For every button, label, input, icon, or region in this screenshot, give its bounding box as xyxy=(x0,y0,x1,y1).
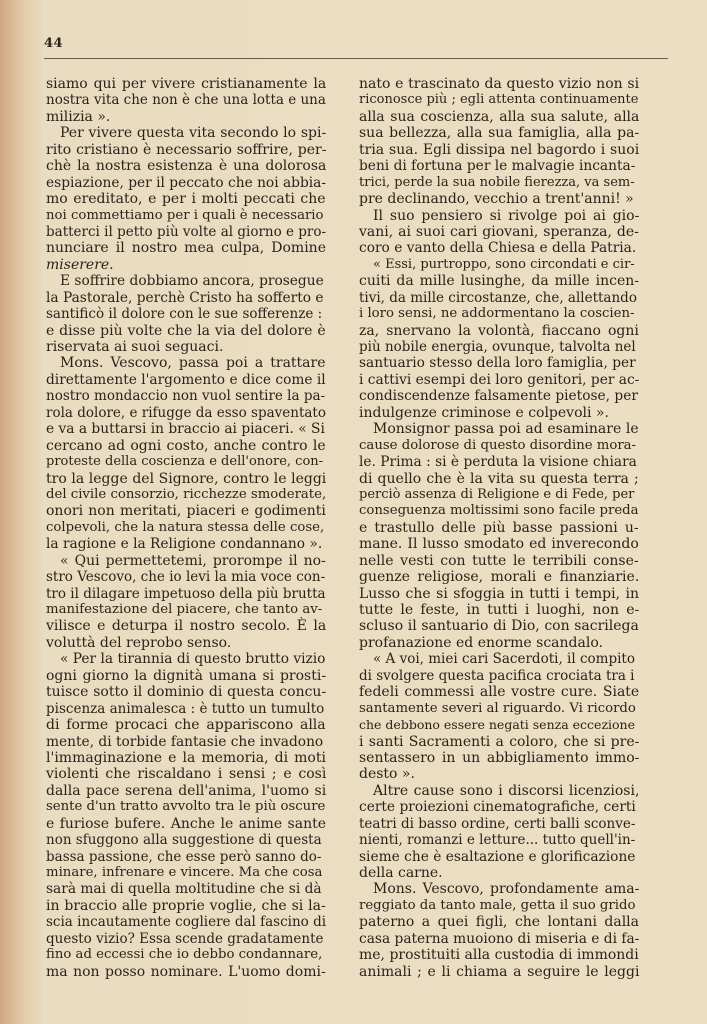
text-line: violenti che riscaldano i sensi ; e così xyxy=(46,766,327,783)
text-line: cause dolorose di questo disordine mora- xyxy=(359,437,637,453)
text-line: cuiti da mille lusinghe, da mille incen- xyxy=(359,273,639,290)
text-line: della carne. xyxy=(359,865,443,881)
text-line: tro il dilagare impetuoso della più brutta xyxy=(46,585,326,602)
text-line: del civile consorzio, ricchezze smoderate, xyxy=(46,486,327,502)
text-line: i santi Sacramenti a coloro, che si pre- xyxy=(359,733,640,750)
page-number: 44 xyxy=(44,36,64,51)
text-line: pre declinando, vecchio a trent'anni! » xyxy=(359,191,634,208)
text-line: desto ». xyxy=(359,766,415,783)
text-line: santamente severi al riguardo. Vi ricordo xyxy=(359,700,636,716)
text-line: cercano ad ogni costo, anche contro le xyxy=(46,437,326,454)
text-line: Mons. Vescovo, profondamente ama- xyxy=(373,881,640,898)
text-line: santificò il dolore con le sue sofferenze : xyxy=(46,306,323,323)
text-line: sarà mai di quella moltitudine che si dà xyxy=(46,881,322,898)
text-line: la ragione e la Religione condannano ». xyxy=(46,536,323,553)
text-line: indulgenze criminose e colpevoli ». xyxy=(359,404,609,421)
text-line: tro la legge del Signore, contro le leggi xyxy=(46,470,327,487)
text-line: le. Prima : si è perduta la visione chiara xyxy=(359,454,637,471)
text-line: noi commettiamo per i quali è necessario xyxy=(46,207,324,223)
text-line: scluso il santuario di Dio, con sacrilega xyxy=(359,618,639,635)
text-line: conseguenza moltissimi sono facile preda xyxy=(359,503,639,519)
text-line: onori non meritati, piaceri e godimenti xyxy=(46,503,326,520)
text-line: più nobile energia, ovunque, talvolta nel xyxy=(359,339,636,355)
text-line: nelle vesti con tutte le terribili conse- xyxy=(359,552,639,569)
text-line: paterno a quei figli, che lontani dalla xyxy=(359,914,639,931)
text-line: tria sua. Egli dissipa nel bagordo i suoi xyxy=(359,141,640,158)
text-line: rito cristiano è necessario soffrire, per- xyxy=(46,141,327,158)
text-line: miserere. xyxy=(46,256,114,273)
text-line: me, prostituiti alla custodia di immondi xyxy=(359,947,639,964)
text-line: voluttà del reprobo senso. xyxy=(46,634,232,651)
text-line: proteste della coscienza e dell'onore, con- xyxy=(46,454,324,470)
text-line: fedeli commessi alle vostre cure. Siate xyxy=(359,684,640,701)
text-line: ma non posso nominare. L'uomo domi- xyxy=(46,963,326,980)
text-line: ogni giorno la dignità umana si prosti- xyxy=(46,667,327,684)
text-line: alla sua coscienza, alla sua salute, alla xyxy=(359,108,640,125)
left-column xyxy=(46,76,326,980)
text-line: « Essi, purtroppo, sono circondati e cir- xyxy=(373,256,635,272)
text-line: condiscendenze falsamente pietose, per xyxy=(359,388,638,405)
text-line: chè la nostra esistenza è una dolorosa xyxy=(46,158,327,175)
text-line: questo vizio? Essa scende gradatamente xyxy=(46,930,324,947)
text-line: manifestazione del piacere, che tanto av- xyxy=(46,602,323,617)
text-line: colpevoli, che la natura stessa delle cose, xyxy=(46,519,325,535)
text-line: mane. Il lusso smodato ed inverecondo xyxy=(359,536,639,553)
text-line: fino ad eccessi che io debbo condannare, xyxy=(46,947,323,963)
text-line: mo ereditato, e per i molti peccati che xyxy=(46,191,326,208)
text-line: stro Vescovo, che io levi la mia voce con- xyxy=(46,569,326,586)
text-line: i loro sensi, ne addormentano la coscien- xyxy=(359,306,635,322)
text-line: tivi, da mille circostanze, che, allettando xyxy=(359,289,637,306)
text-line: espiazione, per il peccato che noi abbia- xyxy=(46,174,327,191)
text-line: i cattivi esempi dei loro genitori, per ac- xyxy=(359,371,640,388)
text-line: che debbono essere negati senza eccezione xyxy=(359,717,635,733)
text-line: vani, ai suoi cari giovani, speranza, de- xyxy=(359,223,639,240)
text-line: Monsignor passa poi ad esaminare le xyxy=(373,421,639,438)
text-line: nostra vita che non è che una lotta e una xyxy=(46,92,326,109)
text-line: riconosce più ; egli attenta continuamente xyxy=(359,92,639,108)
text-line: Il suo pensiero si rivolge poi ai gio- xyxy=(373,207,640,224)
text-line: sentassero in un abbigliamento immo- xyxy=(359,749,640,766)
right-column xyxy=(359,76,639,980)
text-line: dalla pace serena dell'anima, l'uomo si xyxy=(46,782,327,799)
text-line: nato e trascinato da questo vizio non si xyxy=(359,76,640,92)
text-line: piscenza animalesca : è tutto un tumulto xyxy=(46,700,325,717)
text-line: milizia ». xyxy=(46,108,111,125)
text-line: profanazione ed enorme scandalo. xyxy=(359,634,603,651)
text-line: Lusso che si sfoggia in tutti i tempi, in xyxy=(359,585,639,602)
text-line: sua bellezza, alla sua famiglia, alla pa- xyxy=(359,125,640,142)
text-line: l'immaginazione e la memoria, di moti xyxy=(46,749,326,766)
text-line: « Per la tirannia di questo brutto vizio xyxy=(60,651,326,668)
text-line: nostro mondaccio non vuol sentire la pa- xyxy=(46,388,326,405)
text-line: E soffrire dobbiamo ancora, prosegue xyxy=(60,273,324,290)
text-line: batterci il petto più volte al giorno e pro- xyxy=(46,223,327,240)
text-line: tutte le feste, in tutti i luoghi, non e- xyxy=(359,602,640,618)
text-line: perciò assenza di Religione e di Fede, per xyxy=(359,486,635,502)
text-line: reggiato da tanto male, getta il suo grido xyxy=(359,897,636,913)
text-line: rola dolore, e rifugge da esso spaventato xyxy=(46,404,326,421)
text-line: sente d'un tratto avvolto tra le più oscure xyxy=(46,799,326,815)
text-line: tuisce sotto il dominio di questa concu- xyxy=(46,684,327,701)
text-line: casa paterna muoiono di miseria e di fa- xyxy=(359,930,640,947)
text-line: Altre cause sono i discorsi licenziosi, xyxy=(373,782,640,799)
text-line: la Pastorale, perchè Cristo ha sofferto e xyxy=(46,289,324,306)
text-line: « A voi, miei cari Sacerdoti, il compito xyxy=(373,651,635,668)
text-line: di forme procaci che appariscono alla xyxy=(46,717,326,734)
text-line: certe proiezioni cinematografiche, certi xyxy=(359,799,636,816)
text-line: nienti, romanzi e letture... tutto quell'in- xyxy=(359,832,636,849)
text-line: trici, perde la sua nobile fierezza, va sem- xyxy=(359,174,635,190)
text-line: di svolgere questa pacifica crociata tra i xyxy=(359,667,635,684)
text-line: e va a buttarsi in braccio ai piaceri. « Si xyxy=(46,421,325,438)
text-line: mente, di torbide fantasie che invadono xyxy=(46,733,324,750)
text-line: riservata ai suoi seguaci. xyxy=(46,339,224,355)
text-line: direttamente l'argomento e dice come il xyxy=(46,371,326,388)
text-line: beni di fortuna per le malvagie incanta- xyxy=(359,158,636,175)
text-line: sieme che è esaltazione e glorificazione xyxy=(359,848,636,865)
text-line: siamo qui per vivere cristianamente la xyxy=(46,76,327,92)
text-line: nunciare il nostro mea culpa, Domine xyxy=(46,240,326,257)
header-rule xyxy=(44,58,668,59)
text-line: Per vivere questa vita secondo lo spi- xyxy=(60,125,327,142)
text-line: di quello che è la vita su questa terra ; xyxy=(359,470,639,487)
text-line: guenze religiose, morali e finanziarie. xyxy=(359,569,640,586)
text-line: e furiose bufere. Anche le anime sante xyxy=(46,815,327,832)
text-line: Mons. Vescovo, passa poi a trattare xyxy=(60,355,326,372)
text-line: animali ; e li chiama a seguire le leggi xyxy=(359,963,640,980)
text-line: bassa passione, che esse però sanno do- xyxy=(46,848,322,865)
text-line: vilisce e deturpa il nostro secolo. È la xyxy=(46,618,327,635)
text-line: santuario stesso della loro famiglia, per xyxy=(359,355,636,372)
text-line: za, snervano la volontà, fiaccano ogni xyxy=(359,322,639,339)
text-line: e disse più volte che la via del dolore è xyxy=(46,322,326,339)
text-line: teatri di basso ordine, certi balli sconve- xyxy=(359,815,636,832)
text-line: coro e vanto della Chiesa e della Patria. xyxy=(359,240,637,257)
text-line: scia incautamente cogliere dal fascino di xyxy=(46,914,327,931)
text-line: minare, infrenare e vincere. Ma che cosa xyxy=(46,865,323,880)
text-line: « Qui permettetemi, prorompe il no- xyxy=(60,552,326,569)
text-line: in braccio alle proprie voglie, che si la- xyxy=(46,897,326,914)
text-line: e trastullo delle più basse passioni u- xyxy=(359,519,639,536)
text-line: non sfuggono alla suggestione di questa xyxy=(46,832,322,849)
